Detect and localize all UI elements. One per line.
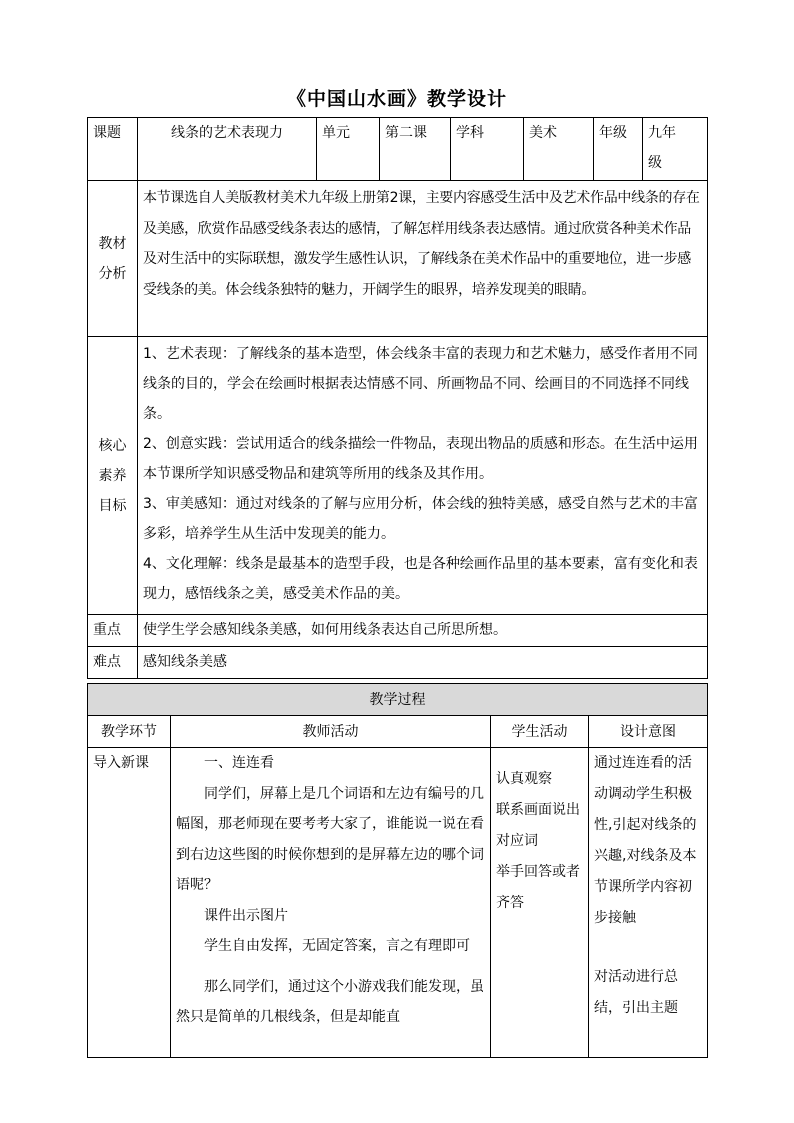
stage-cell: 导入新课: [88, 748, 171, 1058]
student-line: 认真观察: [496, 771, 552, 787]
col-teacher-header: 教师活动: [171, 716, 491, 748]
goal-item: 3、审美感知：通过对线条的了解与应用分析，体会线的独特美感，感受自然与艺术的丰富多彩，培养学生从生活中发现美的能力。: [143, 496, 698, 542]
goals-text: [138, 337, 708, 615]
col-intent-header: 设计意图: [589, 716, 708, 748]
teacher-activity-cell: [171, 748, 491, 1058]
analysis-label: [88, 181, 138, 337]
grade-value: [643, 118, 708, 181]
goals-label-line-3: 目标: [98, 497, 127, 514]
teacher-line: 那么同学们，通过这个小游戏我们能发现，虽然只是简单的几根线条，但是却能直: [176, 978, 484, 1025]
col-student-header: 学生活动: [491, 716, 589, 748]
teacher-line: 课件出示图片: [204, 907, 288, 924]
goal-item: 1、艺术表现：了解线条的基本造型，体会线条丰富的表现力和艺术魅力，感受作者用不同线条的目的，学会在绘画时根据表达情感不同、所画物品不同、绘画目的不同选择不同线条。: [143, 346, 698, 422]
student-line: 举手回答或者齐答: [496, 864, 580, 911]
process-table: [87, 683, 708, 1058]
key-label: 重点: [88, 615, 138, 647]
difficult-label: 难点: [88, 647, 138, 679]
goal-item: 4、文化理解：线条是最基本的造型手段，也是各种绘画作品里的基本要素，富有变化和表现力，感悟线条之美，感受美术作品的美。: [143, 556, 698, 602]
intent-line: 通过连连看的活动调动学生积极性,引起对线条的兴趣,对线条及本节课所学内容初步接触: [594, 755, 697, 926]
intent-line: 对活动进行总结，引出主题: [594, 969, 678, 1016]
topic-value: 线条的艺术表现力: [138, 118, 317, 181]
grade-value-line-1: 九年: [648, 125, 676, 141]
course-info-table: [87, 117, 708, 679]
process-heading: 教学过程: [88, 684, 708, 716]
col-stage-header: 教学环节: [88, 716, 171, 748]
subject-value: 美术: [524, 118, 594, 181]
difficult-text: 感知线条美感: [138, 647, 708, 679]
grade-value-line-2: 级: [648, 155, 662, 171]
unit-value: 第二课: [380, 118, 451, 181]
analysis-text: 本节课选自人美版教材美术九年级上册第2课，主要内容感受生活中及艺术作品中线条的存在及美感，欣赏作品感受线条表达的感情，了解怎样用线条表达感情。通过欣赏各种美术作品及对生活中的实际联想，激发学生感性认识，了解线条在美术作品中的重要地位，进一步感受线条的美。体会线条独特的魅力，开阔学生的眼界，培养发现美的眼睛。: [138, 181, 708, 337]
analysis-label-line-1: 教材: [98, 235, 127, 252]
unit-label: 单元: [317, 118, 380, 181]
student-line: 联系画面说出对应词: [496, 802, 580, 849]
goals-label: [88, 337, 138, 615]
teacher-line: 同学们，屏幕上是几个词语和左边有编号的几幅图，那老师现在要考考大家了，谁能说一说在看到右边这些图的时候你想到的是屏幕左边的哪个词语呢？: [176, 785, 484, 893]
goals-label-line-1: 核心: [98, 437, 127, 454]
analysis-label-line-2: 分析: [98, 265, 127, 282]
topic-label: 课题: [88, 118, 138, 181]
key-text: 使学生学会感知线条美感，如何用线条表达自己所思所想。: [138, 615, 708, 647]
subject-label: 学科: [451, 118, 524, 181]
grade-label: 年级: [594, 118, 643, 181]
student-activity-cell: [491, 748, 589, 1058]
teacher-line: 一、连连看: [204, 755, 274, 771]
page-title: 《中国山水画》教学设计: [286, 88, 507, 110]
goal-item: 2、创意实践：尝试用适合的线条描绘一件物品，表现出物品的质感和形态。在生活中运用本节课所学知识感受物品和建筑等所用的线条及其作用。: [143, 436, 698, 482]
teacher-line: 学生自由发挥，无固定答案，言之有理即可: [204, 938, 470, 954]
design-intent-cell: [589, 748, 708, 1058]
goals-label-line-2: 素养: [98, 467, 127, 484]
